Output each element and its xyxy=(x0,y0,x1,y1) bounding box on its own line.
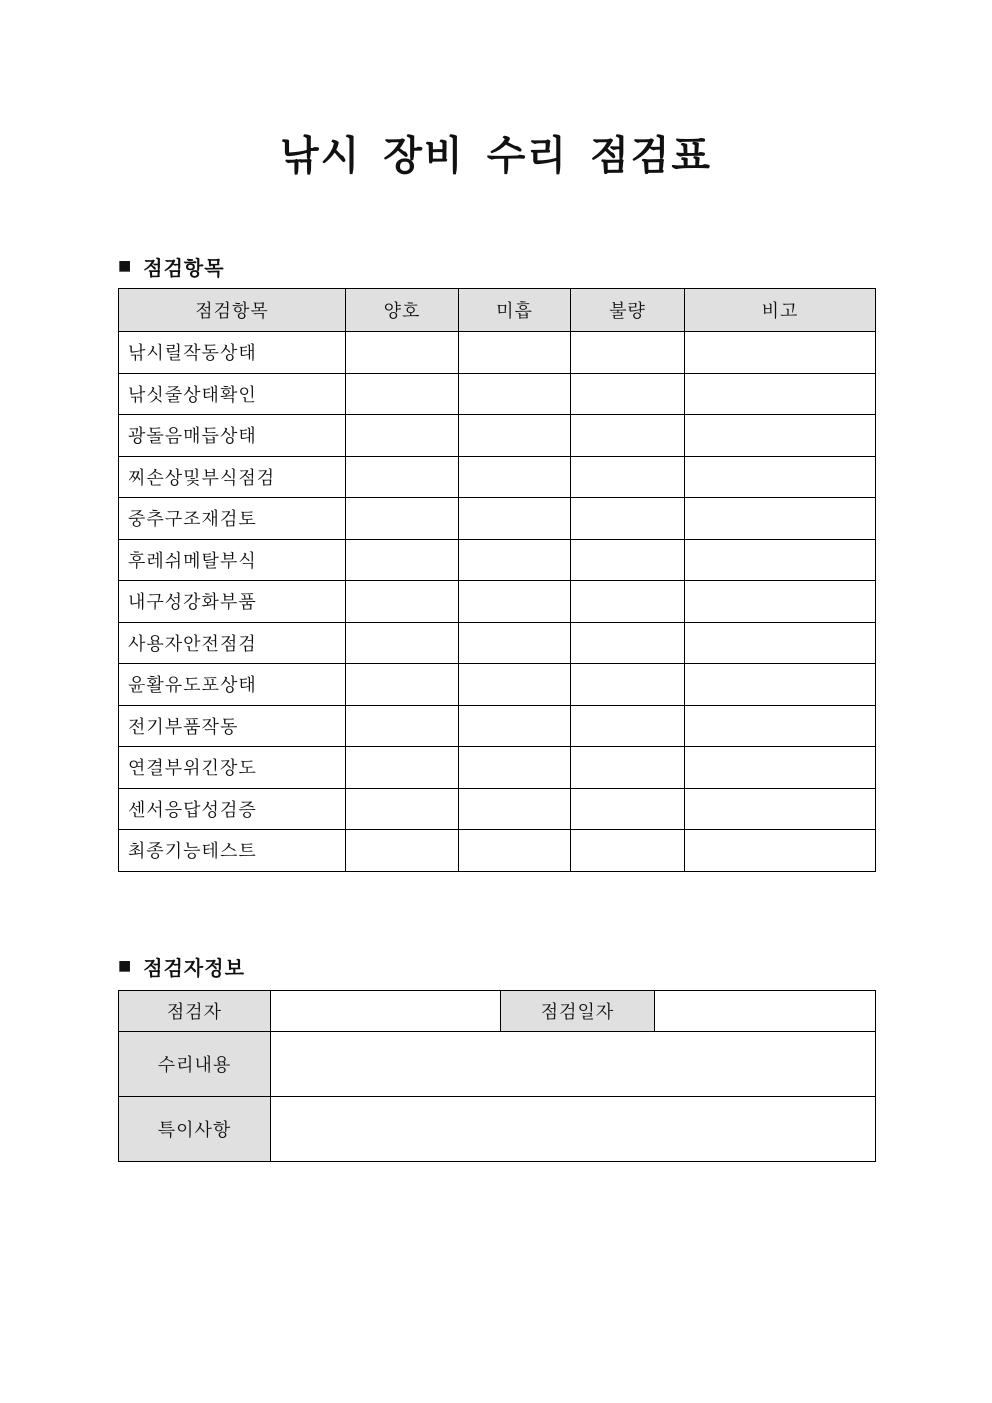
defective-cell xyxy=(571,456,685,498)
defective-cell xyxy=(571,581,685,623)
column-header-good: 양호 xyxy=(346,289,459,332)
column-header-insufficient: 미흡 xyxy=(459,289,571,332)
inspector-name-label: 점검자 xyxy=(119,991,271,1032)
remarks-cell xyxy=(685,456,876,498)
square-bullet-icon: ■ xyxy=(118,252,133,278)
item-label: 내구성강화부품 xyxy=(119,581,346,623)
insufficient-cell xyxy=(459,539,571,581)
good-cell xyxy=(346,622,459,664)
remarks-cell xyxy=(685,747,876,789)
checklist-row xyxy=(119,747,876,789)
checklist-row xyxy=(119,664,876,706)
insufficient-cell xyxy=(459,373,571,415)
remarks-cell xyxy=(685,539,876,581)
checklist-row xyxy=(119,456,876,498)
item-label: 윤활유도포상태 xyxy=(119,664,346,706)
remarks-cell xyxy=(685,705,876,747)
insufficient-cell xyxy=(459,456,571,498)
inspector-info-table xyxy=(118,990,876,1162)
column-header-item: 점검항목 xyxy=(119,289,346,332)
remarks-cell xyxy=(685,664,876,706)
inspector-name-value xyxy=(271,991,501,1032)
insufficient-cell xyxy=(459,664,571,706)
checklist-row xyxy=(119,830,876,872)
insufficient-cell xyxy=(459,830,571,872)
inspector-section-heading xyxy=(118,952,245,981)
checklist-section-heading xyxy=(118,252,225,281)
checklist-section-title: 점검항목 xyxy=(143,258,225,280)
checklist-row xyxy=(119,581,876,623)
checklist-row xyxy=(119,498,876,540)
defective-cell xyxy=(571,830,685,872)
document-title: 낚시 장비 수리 점검표 xyxy=(279,134,713,178)
item-label: 낚싯줄상태확인 xyxy=(119,373,346,415)
notes-row xyxy=(119,1097,876,1162)
insufficient-cell xyxy=(459,622,571,664)
good-cell xyxy=(346,415,459,457)
defective-cell xyxy=(571,788,685,830)
repair-details-label: 수리내용 xyxy=(119,1032,271,1097)
good-cell xyxy=(346,788,459,830)
remarks-cell xyxy=(685,581,876,623)
checklist-row xyxy=(119,788,876,830)
inspector-section-title: 점검자정보 xyxy=(143,958,245,980)
insufficient-cell xyxy=(459,747,571,789)
good-cell xyxy=(346,664,459,706)
good-cell xyxy=(346,332,459,374)
remarks-cell xyxy=(685,788,876,830)
good-cell xyxy=(346,498,459,540)
good-cell xyxy=(346,456,459,498)
defective-cell xyxy=(571,705,685,747)
good-cell xyxy=(346,705,459,747)
checklist-row xyxy=(119,373,876,415)
repair-details-value xyxy=(271,1032,876,1097)
item-label: 센서응답성검증 xyxy=(119,788,346,830)
notes-value xyxy=(271,1097,876,1162)
defective-cell xyxy=(571,415,685,457)
item-label: 사용자안전점검 xyxy=(119,622,346,664)
item-label: 후레쉬메탈부식 xyxy=(119,539,346,581)
repair-details-row xyxy=(119,1032,876,1097)
insufficient-cell xyxy=(459,705,571,747)
checklist-row xyxy=(119,539,876,581)
good-cell xyxy=(346,581,459,623)
defective-cell xyxy=(571,498,685,540)
remarks-cell xyxy=(685,415,876,457)
checklist-header-row xyxy=(119,289,876,332)
item-label: 광돌음매듭상태 xyxy=(119,415,346,457)
insufficient-cell xyxy=(459,415,571,457)
item-label: 전기부품작동 xyxy=(119,705,346,747)
checklist-row xyxy=(119,705,876,747)
column-header-defective: 불량 xyxy=(571,289,685,332)
item-label: 연결부위긴장도 xyxy=(119,747,346,789)
remarks-cell xyxy=(685,498,876,540)
defective-cell xyxy=(571,332,685,374)
inspector-row xyxy=(119,991,876,1032)
remarks-cell xyxy=(685,332,876,374)
notes-label: 특이사항 xyxy=(119,1097,271,1162)
insufficient-cell xyxy=(459,332,571,374)
inspection-date-label: 점검일자 xyxy=(501,991,655,1032)
checklist-row xyxy=(119,415,876,457)
defective-cell xyxy=(571,747,685,789)
item-label: 낚시릴작동상태 xyxy=(119,332,346,374)
insufficient-cell xyxy=(459,581,571,623)
remarks-cell xyxy=(685,622,876,664)
defective-cell xyxy=(571,373,685,415)
defective-cell xyxy=(571,664,685,706)
square-bullet-icon: ■ xyxy=(118,952,133,978)
insufficient-cell xyxy=(459,498,571,540)
checklist-table xyxy=(118,288,876,872)
insufficient-cell xyxy=(459,788,571,830)
good-cell xyxy=(346,830,459,872)
column-header-remarks: 비고 xyxy=(685,289,876,332)
good-cell xyxy=(346,539,459,581)
defective-cell xyxy=(571,622,685,664)
checklist-row xyxy=(119,332,876,374)
checklist-row xyxy=(119,622,876,664)
remarks-cell xyxy=(685,373,876,415)
good-cell xyxy=(346,373,459,415)
good-cell xyxy=(346,747,459,789)
item-label: 중추구조재검토 xyxy=(119,498,346,540)
defective-cell xyxy=(571,539,685,581)
inspection-date-value xyxy=(655,991,876,1032)
item-label: 찌손상및부식점검 xyxy=(119,456,346,498)
item-label: 최종기능테스트 xyxy=(119,830,346,872)
remarks-cell xyxy=(685,830,876,872)
